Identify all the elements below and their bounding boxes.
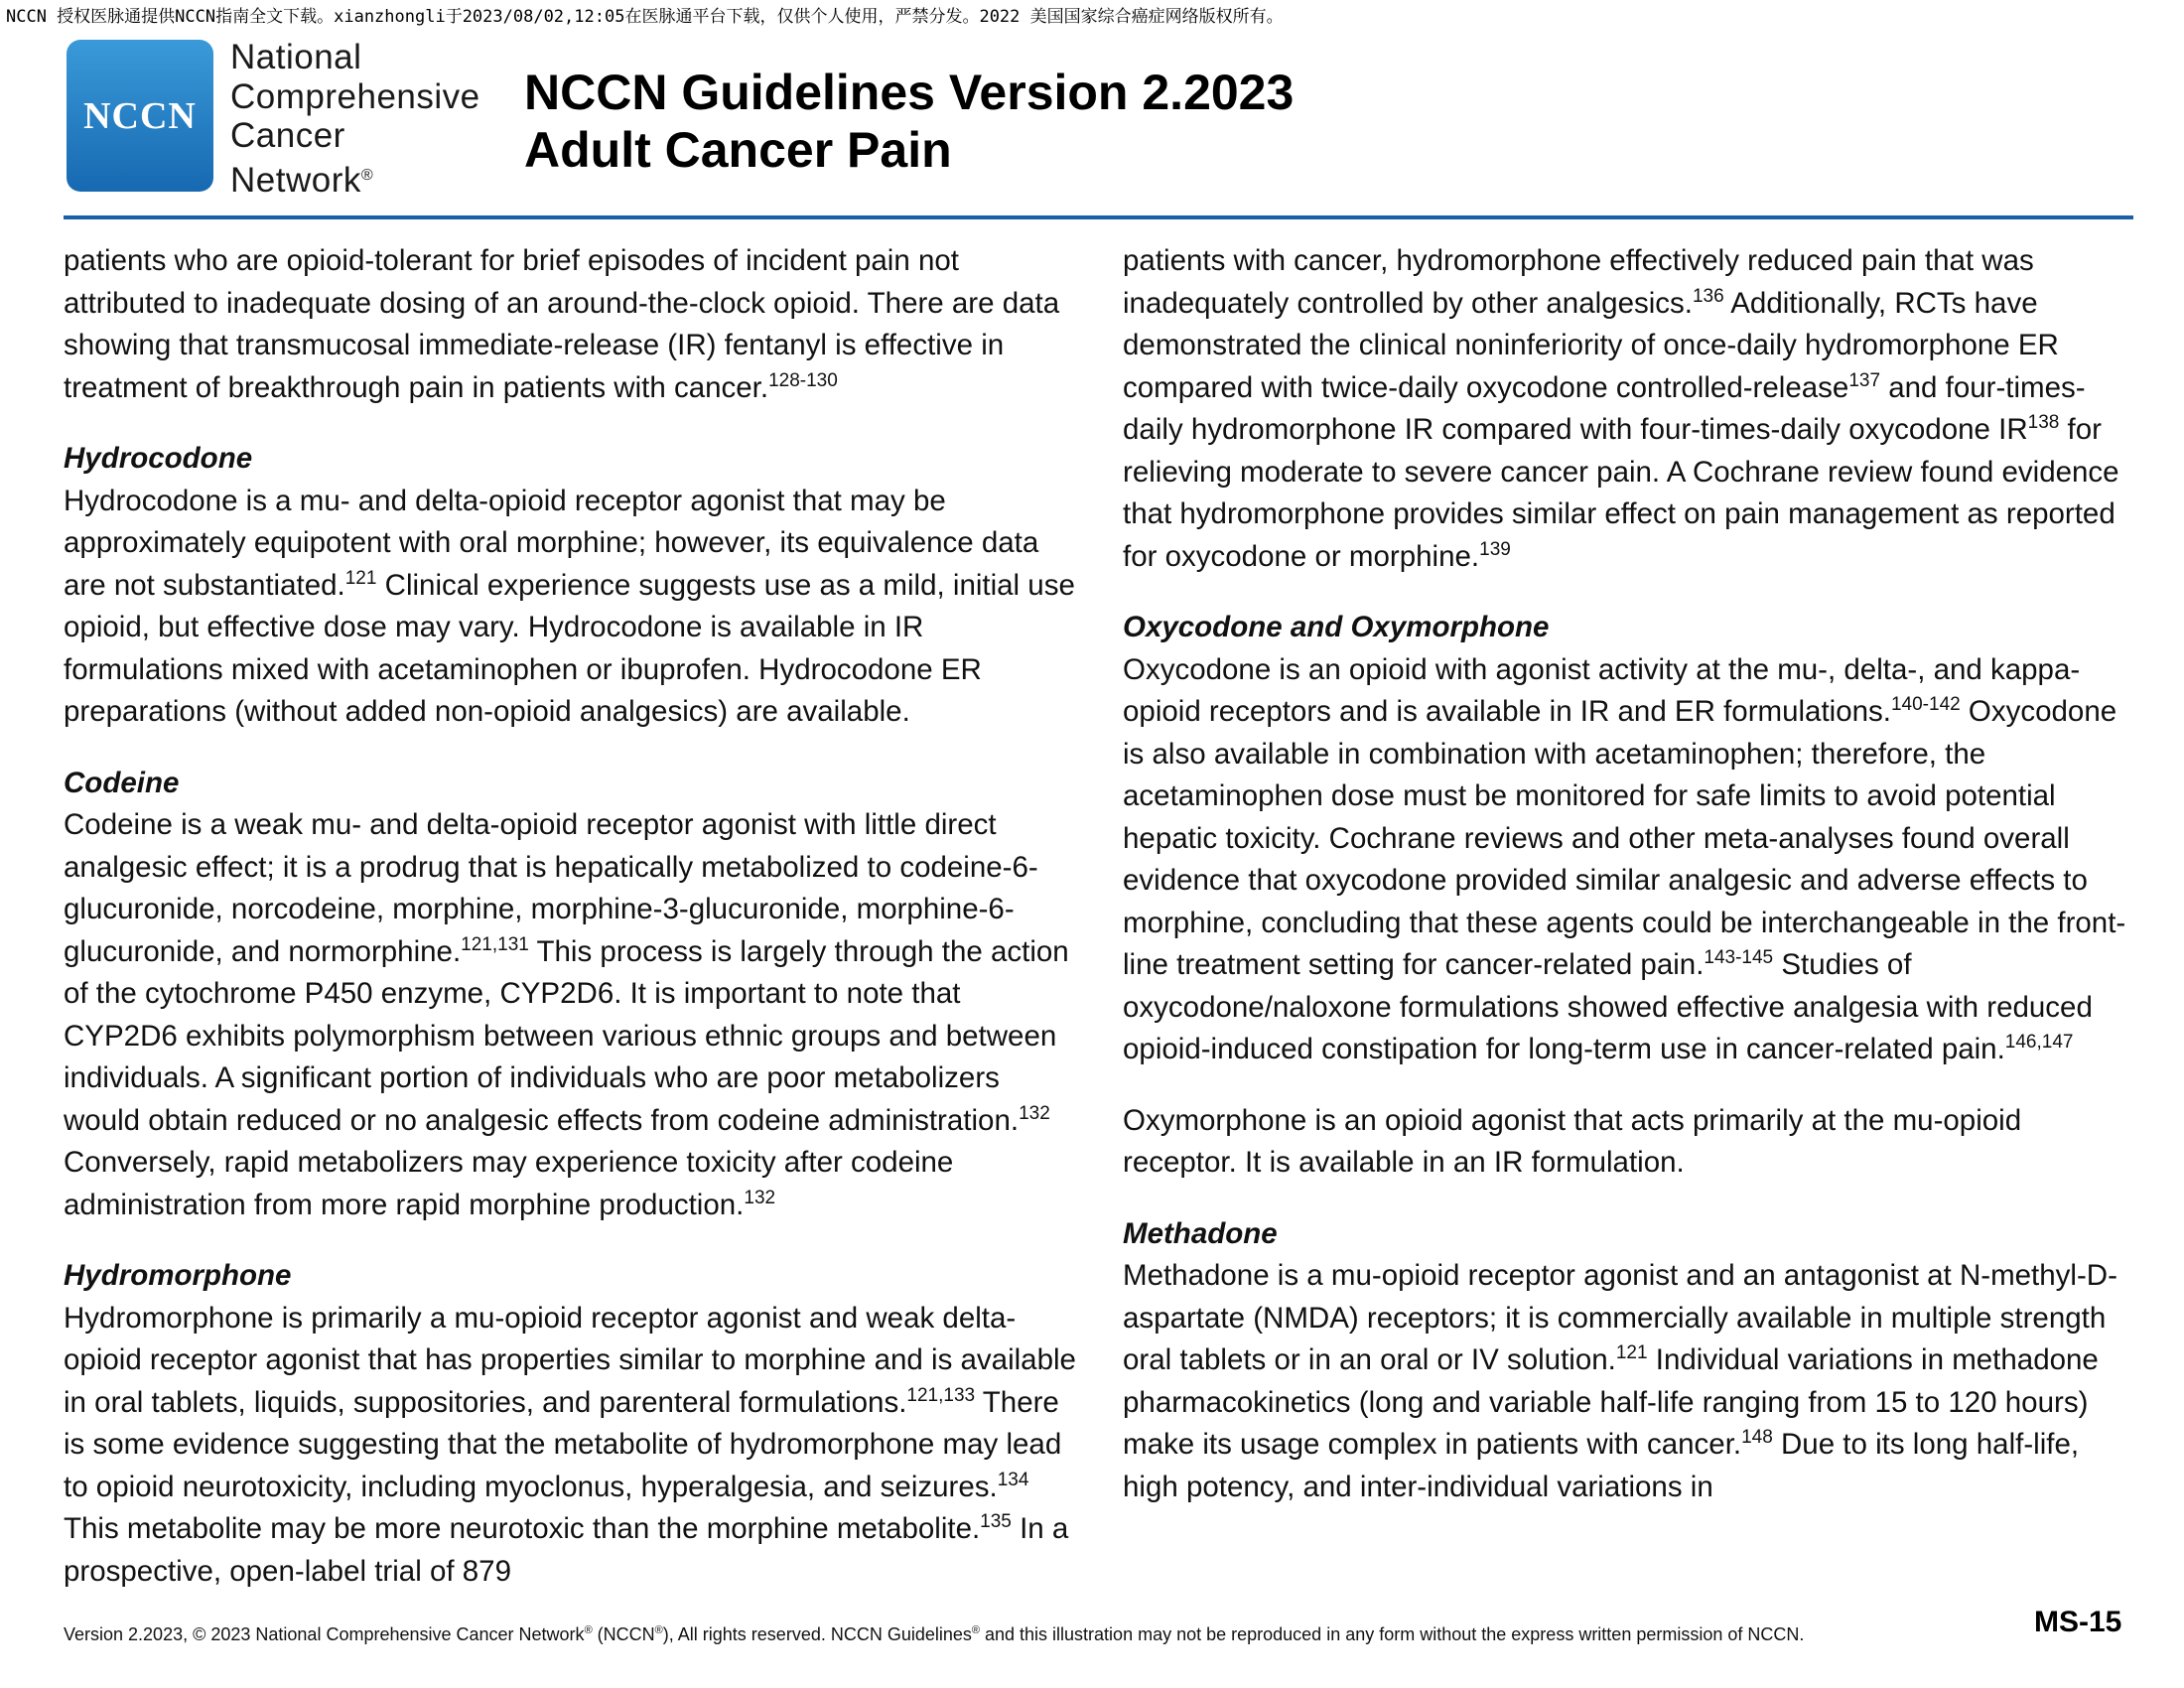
- logo-line: National: [230, 38, 362, 76]
- section-heading: Codeine: [64, 766, 180, 799]
- reference: 140-142: [1890, 694, 1961, 715]
- reference: 121: [344, 567, 377, 589]
- copyright-footer: Version 2.2023, © 2023 National Comprehensive Cancer Network® (NCCN®), All rights reserved. NCCN Guidelines® and this illustration may not be reproduced in any form without the express written permission of NCCN.: [64, 1624, 1805, 1644]
- logo-line: Network®: [230, 160, 374, 200]
- reference: 132: [744, 1187, 776, 1208]
- paragraph: Codeine is a weak mu- and delta-opioid receptor agonist with little direct analgesic effect; it is a prodrug that is hepatically metabolized to codeine-6-glucuronide, norcodeine, morphine, morphine-3-glucuronide, morphine-6-glucuronide, and normorphine.$^{121,131}$ This process is largely through the action of the cytochrome P450 enzyme, CYP2D6. It is important to note that CYP2D6 exhibits polymorphism between various ethnic groups and between individuals. A significant portion of individuals who are poor metabolizers would obtain reduced or no analgesic effects from codeine administration.$^{132}$ Conversely, rapid metabolizers may experience toxicity after codeine administration from more rapid morphine production.$^{132}$: [64, 808, 1069, 1221]
- paragraph: Methadone is a mu-opioid receptor agonist and an antagonist at N-methyl-D-aspartate (NMDA) receptors; it is commercially available in multiple strength oral tablets or in an oral or IV solution.$^{121}$ Individual variations in methadone pharmacokinetics (long and variable half-life ranging from 15 to 120 hours) make its usage complex in patients with cancer.$^{148}$ Due to its long half-life, high potency, and inter-individual variations in: [1123, 1259, 2117, 1503]
- reference: 128-130: [768, 369, 838, 391]
- reference: 139: [1479, 538, 1511, 560]
- reference: 136: [1692, 285, 1724, 307]
- reference: 137: [1848, 369, 1881, 391]
- logo-badge-text: NCCN: [83, 94, 197, 137]
- page-title: [524, 64, 1294, 179]
- logo-wordmark: [230, 38, 480, 200]
- reference: 148: [1741, 1427, 1773, 1448]
- right-column: [1123, 240, 2137, 1537]
- section-heading: Oxycodone and Oxymorphone: [1123, 611, 1550, 643]
- reference: 143-145: [1704, 947, 1774, 968]
- page-number: MS-15: [2034, 1606, 2122, 1638]
- section-heading: Methadone: [1123, 1216, 1278, 1250]
- logo-line: Cancer: [230, 116, 345, 155]
- paragraph: patients with cancer, hydromorphone effectively reduced pain that was inadequately controlled by other analgesics.$^{136}$ Additionally, RCTs have demonstrated the clinical noninferiority of once-daily hydromorphone ER compared with twice-daily oxycodone controlled-release$^{137}$ and four-times-daily hydromorphone IR compared with four-times-daily oxycodone IR$^{138}$ for relieving moderate to severe cancer pain. A Cochrane review found evidence that hydromorphone provides similar effect on pain management as reported for oxycodone or morphine.$^{139}$: [1123, 244, 2119, 573]
- paragraph: patients who are opioid-tolerant for brief episodes of incident pain not attributed to inadequate dosing of an around-the-clock opioid. There are data showing that transmucosal immediate-release (IR) fentanyl is effective in treatment of breakthrough pain in patients with cancer.$^{128-130}$: [64, 244, 1060, 404]
- registered-mark: ®: [360, 166, 374, 184]
- title-line-topic: Adult Cancer Pain: [524, 122, 952, 178]
- paragraph: Hydrocodone is a mu- and delta-opioid receptor agonist that may be approximately equipotent with oral morphine; however, its equivalence data are not substantiated.$^{121}$ Clinical experience suggests use as a mild, initial use opioid, but effective dose may vary. Hydrocodone is available in IR formulations mixed with acetaminophen or ibuprofen. Hydrocodone ER preparations (without added non-opioid analgesics) are available.: [64, 484, 1075, 728]
- paragraph: Oxycodone is an opioid with agonist activity at the mu-, delta-, and kappa-opioid receptors and is available in IR and ER formulations.$^{140-142}$ Oxycodone is also available in combination with acetaminophen; therefore, the acetaminophen dose must be monitored for safe limits to avoid potential hepatic toxicity. Cochrane reviews and other meta-analyses found overall evidence that oxycodone provided similar analgesic and adverse effects to morphine, concluding that these agents could be interchangeable in the front-line treatment setting for cancer-related pain.$^{143-145}$ Studies of oxycodone/naloxone formulations showed effective analgesia with reduced opioid-induced constipation for long-term use in cancer-related pain.$^{146,147}$: [1123, 652, 2126, 1065]
- header-divider: [64, 215, 2133, 219]
- title-line-version: NCCN Guidelines Version 2.2023: [524, 65, 1295, 120]
- section-heading: Hydromorphone: [64, 1259, 292, 1292]
- reference: 121: [1615, 1342, 1648, 1363]
- section-heading: Hydrocodone: [64, 442, 253, 475]
- reference: 146,147: [2004, 1032, 2074, 1053]
- paragraph: Oxymorphone is an opioid agonist that acts primarily at the mu-opioid receptor. It is available in an IR formulation.: [1123, 1103, 2022, 1179]
- left-column: [64, 240, 1076, 1621]
- reference: 121,133: [906, 1384, 976, 1406]
- reference: 134: [997, 1469, 1029, 1490]
- reference: 135: [980, 1511, 1012, 1532]
- paragraph: Hydromorphone is primarily a mu-opioid receptor agonist and weak delta-opioid receptor agonist that has properties similar to morphine and is available in oral tablets, liquids, suppositories, and parenteral formulations.$^{121,133}$ There is some evidence suggesting that the metabolite of hydromorphone may lead to opioid neurotoxicity, including myoclonus, hyperalgesia, and seizures.$^{134}$ This metabolite may be more neurotoxic than the morphine metabolite.$^{135}$ In a prospective, open-label trial of 879: [64, 1301, 1076, 1588]
- reference: 132: [1019, 1102, 1050, 1124]
- download-watermark: NCCN 授权医脉通提供NCCN指南全文下载。xianzhongli于2023/08/02,12:05在医脉通平台下载，仅供个人使用，严禁分发。2022 美国国家综合癌症网络版权所有。: [6, 7, 1284, 27]
- nccn-logo[interactable]: [67, 40, 213, 192]
- reference: 138: [2027, 412, 2060, 433]
- logo-line: Comprehensive: [230, 76, 480, 116]
- reference: 121,131: [461, 933, 529, 955]
